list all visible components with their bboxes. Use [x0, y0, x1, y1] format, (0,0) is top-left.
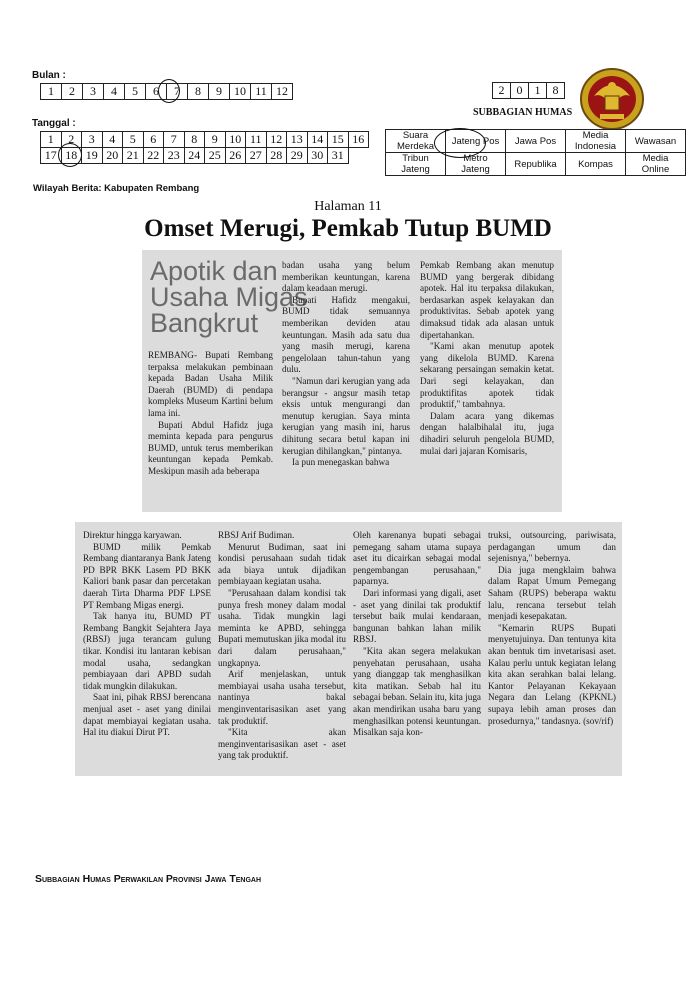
paragraph: Ia pun menegaskan bahwa [292, 457, 390, 468]
date-cell: 8 [184, 132, 205, 148]
media-cell: Wawasan [626, 130, 686, 153]
bottom-column-2 [218, 530, 346, 762]
date-cell: 22 [143, 148, 164, 164]
top-column-3 [420, 260, 554, 457]
month-cell: 2 [62, 84, 83, 100]
paragraph: Arif menjelaskan, untuk membiayai usaha usaha tersebut, nantinya bakal menginventarisasikan aset yang tak produktif. [218, 669, 346, 726]
selected-month-circle [158, 79, 180, 103]
date-cell: 28 [266, 148, 287, 164]
month-cell: 10 [230, 84, 251, 100]
paragraph: Bupati Hafidz mengakui, BUMD tidak semuannya memberikan deviden atau keuntungan. Masih ada satu dua yang masih merugi, karena pengelolaan tahun-tahun yang dulu. [282, 294, 410, 375]
media-cell: Media Online [626, 153, 686, 176]
year-digit-cell: 0 [511, 83, 529, 99]
paragraph: "Kita akan segera melakukan penyehatan perusahaan, usaha yang dianggap tak menghasilkan kita matikan. Sebab hal itu sebagai beban. Selain itu, kita juga akan mendirikan usaha baru yang menghasilkan potensi keuntungan. Misalkan saja kon- [353, 645, 481, 738]
bottom-column-1 [83, 530, 211, 739]
subhead-line: Bangkrut [150, 308, 259, 338]
paragraph: "Perusahaan dalam kondisi tak punya fresh money dalam modal usaha. Tidak mungkin lagi meminta ke APBD, sehingga Bupati memutuskan jika modal itu dari dalam perusahaan," ungkapnya. [218, 587, 346, 668]
date-cell: 29 [287, 148, 308, 164]
date-cell: 6 [143, 132, 164, 148]
month-cell: 8 [188, 84, 209, 100]
date-cell: 13 [287, 132, 308, 148]
month-cell: 11 [251, 84, 272, 100]
date-cell: 19 [82, 148, 103, 164]
date-cell: 10 [225, 132, 246, 148]
subhead-line: Usaha Migas [150, 282, 308, 312]
top-column-2 [282, 260, 410, 469]
date-cell: 12 [266, 132, 287, 148]
paragraph: REMBANG- Bupati Rembang terpaksa melakukan pembinaan kepada Badan Usaha Milik Daerah (BUMD) di pendapa kompleks Museum Kartini belum lama ini. [148, 350, 273, 418]
date-cell: 17 [41, 148, 62, 164]
article-headline: Omset Merugi, Pemkab Tutup BUMD [144, 215, 552, 242]
footer-text: Subbagian Humas Perwakilan Provinsi Jawa Tengah [35, 873, 262, 885]
month-cell: 7 [167, 84, 188, 100]
paragraph: badan usaha yang belum memberikan keuntungan, karena dalam keadaan merugi. [282, 260, 410, 294]
date-cell: 15 [328, 132, 349, 148]
month-cell: 3 [83, 84, 104, 100]
year-digit-cell: 8 [547, 83, 565, 99]
paragraph: Tak hanya itu, BUMD PT Rembang Bangkit Sejahtera Jaya (RBSJ) juga terancam gulung tikar. Kondisi itu lantaran kebisan modal usaha, sedangkan pembiayaan dari APBD sudah tidak mungkin dilakukan. [83, 611, 211, 691]
subhead-line: Apotik dan [150, 256, 278, 286]
date-cell: 16 [348, 132, 369, 148]
clipping-top [142, 250, 562, 512]
media-cell: Media Indonesia [566, 130, 626, 153]
media-cell: Suara Merdeka [386, 130, 446, 153]
date-cell: 1 [41, 132, 62, 148]
date-cell: 30 [307, 148, 328, 164]
paragraph: Oleh karenanya bupati sebagai pemegang saham utama supaya aset itu dicairkan sebagai modal pengembangan perusahaan," paparnya. [353, 530, 481, 587]
media-cell: Republika [506, 153, 566, 176]
wilayah-berita: Wilayah Berita: Kabupaten Rembang [33, 183, 200, 194]
media-cell: Metro Jateng [446, 153, 506, 176]
date-cell: 23 [164, 148, 185, 164]
date-cell: 4 [102, 132, 123, 148]
media-cell: Jateng Pos [446, 130, 506, 153]
paragraph: Saat ini, pihak RBSJ berencana menjual aset - aset yang dinilai dapat membiayai kegiatan usaha. Hal itu diakui Dirut PT. [83, 692, 211, 738]
year-digit-cell: 1 [529, 83, 547, 99]
paragraph: "Kita akan menginventarisasikan aset - aset yang tak produktif. [218, 727, 346, 761]
date-cell: 20 [102, 148, 123, 164]
media-table [385, 129, 686, 176]
media-cell: Jawa Pos [506, 130, 566, 153]
month-cell: 4 [104, 84, 125, 100]
month-cell: 9 [209, 84, 230, 100]
date-cell: 26 [225, 148, 246, 164]
bottom-column-3 [353, 530, 481, 739]
paragraph: truksi, outsourcing, pariwisata, perdagangan umum dan sejenisnya," bebernya. [488, 530, 616, 564]
date-cell: 11 [246, 132, 267, 148]
paragraph: "Kemarin RUPS Bupati menyetujuinya. Dan tentunya kita akan bentuk tim invetarisasi aset. Kalau perlu untuk kegiatan lelang kita akan serahkan balai lelang. Kantor Pelayanan Kekayaan Negara dan Lelang (KPKNL) supaya lebih aman proses dan prosedurnya," tandasnya. (sov/rif) [488, 622, 616, 726]
date-cell: 21 [123, 148, 144, 164]
paragraph: BUMD milik Pemkab Rembang diantaranya Bank Jateng PD BPR BKK Lasem PD BKK Kaliori bank pasar dan percetakan daerah Tirta Dharma PDF LPSE PT Rembang Migas energi. [83, 541, 211, 610]
paragraph: Dari informasi yang digali, aset - aset yang dinilai tak produktif tersebut baik mulai kendaraan, bangunan bahkan lahan milik RBSJ. [353, 587, 481, 645]
month-cell: 12 [272, 84, 293, 100]
paragraph: Dia juga mengklaim bahwa dalam Rapat Umum Pemegang Saham (RUPS) beberapa waktu lalu, rencana tersebut telah menjadi kesepakatan. [488, 564, 616, 622]
tanggal-label: Tanggal : [32, 118, 76, 129]
date-cell: 5 [123, 132, 144, 148]
bottom-column-4 [488, 530, 616, 727]
date-cell: 14 [307, 132, 328, 148]
date-grid [40, 131, 369, 164]
date-cell: 18 [61, 148, 82, 164]
paragraph: Bupati Abdul Hafidz juga meminta kepada para pengurus BUMD, untuk terus memberikan keuntungan kepada Pemkab. Meskipun masih ada beberapa [148, 419, 273, 476]
page-number-label: Halaman 11 [314, 199, 382, 214]
paragraph: "Namun dari kerugian yang ada berangsur - angsur masih tetap eksis untuk mengurangi dan menutup kerugian. Saya minta kerugian yang masih ini, harus dihitung secara betul kapan ini kerugian dihilangkan," pintanya. [282, 375, 410, 456]
clipping-bottom [75, 522, 622, 776]
date-cell: 9 [205, 132, 226, 148]
date-cell: 7 [164, 132, 185, 148]
month-cell: 1 [41, 84, 62, 100]
top-column-1 [148, 350, 273, 478]
paragraph: RBSJ Arif Budiman. [218, 530, 295, 540]
month-cell: 6 [146, 84, 167, 100]
paragraph: Pemkab Rembang akan menutup BUMD yang bergerak dibidang apotek. Hal itu terpaksa dilakukan, berdasarkan aspek kelayakan dan produktivitas. Sebab apotek yang dimaksud tidak ada alasan untuk dipertahankan. [420, 260, 554, 340]
bulan-label: Bulan : [32, 70, 66, 81]
media-cell: Kompas [566, 153, 626, 176]
garuda-emblem-icon [578, 66, 646, 132]
paragraph: Dalam acara yang dikemas dengan halalbihalal itu, juga dihadiri seluruh pengelola BUMD, mulai dari jajaran Komisaris, [420, 410, 554, 456]
date-cell: 31 [328, 148, 349, 164]
paragraph: "Kami akan menutup apotek yang dikelola BUMD. Karena sekarang persaingan semakin ketat. Dari segi kelayakan, dan produktifitas apotek tidak produktif," tambahnya. [420, 341, 554, 410]
subbagian-humas-label: SUBBAGIAN HUMAS [473, 107, 573, 118]
paragraph: Menurut Budiman, saat ini kondisi perusahaan sudah tidak ada biaya untuk dijadikan pembiayaan kegiatan usaha. [218, 541, 346, 587]
date-cell: 3 [82, 132, 103, 148]
year-grid [492, 82, 565, 99]
media-cell: Tribun Jateng [386, 153, 446, 176]
date-cell: 24 [184, 148, 205, 164]
paragraph: Direktur hingga karyawan. [83, 530, 182, 540]
date-cell: 27 [246, 148, 267, 164]
date-cell: 2 [61, 132, 82, 148]
date-cell: 25 [205, 148, 226, 164]
selected-media-circle [434, 128, 486, 158]
selected-date-circle [58, 143, 82, 167]
year-digit-cell: 2 [493, 83, 511, 99]
month-cell: 5 [125, 84, 146, 100]
